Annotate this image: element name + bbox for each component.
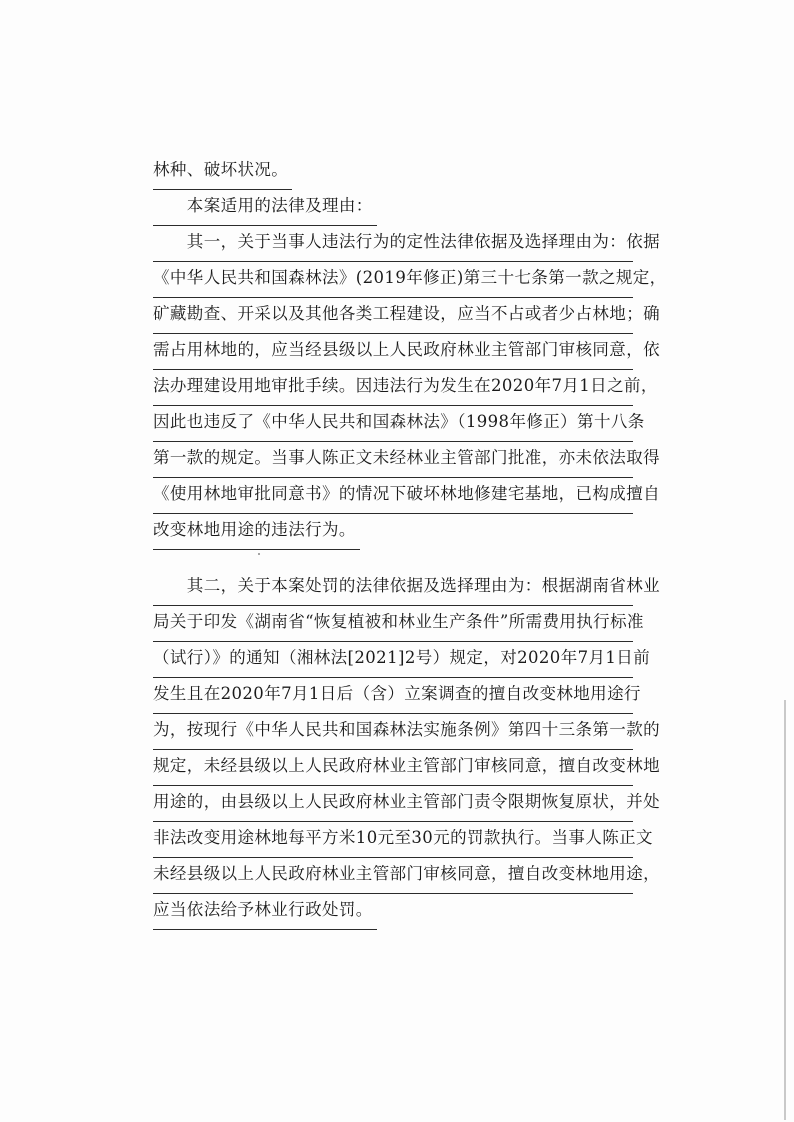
text-line: 其一，关于当事人违法行为的定性法律依据及选择理由为：依据 <box>153 230 633 262</box>
text-line: 法办理建设用地审批手续。因违法行为发生在2020年7月1日之前， <box>153 374 633 406</box>
text-line: 因此也违反了《中华人民共和国森林法》（1998年修正）第十八条 <box>153 410 633 442</box>
scan-edge-shadow <box>784 700 786 1120</box>
text-line: （试行）》的通知（湘林法[2021]2号）规定，对2020年7月1日前 <box>153 646 633 678</box>
text-line: 非法改变用途林地每平方米10元至30元的罚款执行。当事人陈正文 <box>153 826 633 858</box>
text-line: 第一款的规定。当事人陈正文未经林业主管部门批准，亦未依法取得 <box>153 446 633 478</box>
text-line: 应当依法给予林业行政处罚。 <box>153 898 377 930</box>
text-line: 需占用林地的，应当经县级以上人民政府林业主管部门审核同意，依 <box>153 338 633 370</box>
text-line: 用途的，由县级以上人民政府林业主管部门责令限期恢复原状，并处 <box>153 790 633 822</box>
scan-speck <box>258 553 260 555</box>
text-line: 《使用林地审批同意书》的情况下破坏林地修建宅基地，已构成擅自 <box>153 482 633 514</box>
text-line: 为，按现行《中华人民共和国森林法实施条例》第四十三条第一款的 <box>153 718 633 750</box>
text-line: 发生且在2020年7月1日后（含）立案调查的擅自改变林地用途行 <box>153 682 633 714</box>
text-line: 局关于印发《湖南省“恢复植被和林业生产条件”所需费用执行标准 <box>153 610 633 642</box>
text-line: 改变林地用途的违法行为。 <box>153 518 360 550</box>
text-line: 《中华人民共和国森林法》(2019年修正)第三十七条第一款之规定， <box>153 266 633 298</box>
text-line: 规定，未经县级以上人民政府林业主管部门审核同意，擅自改变林地 <box>153 754 633 786</box>
text-line: 未经县级以上人民政府林业主管部门审核同意，擅自改变林地用途， <box>153 862 633 894</box>
text-line: 矿藏勘查、开采以及其他各类工程建设，应当不占或者少占林地；确 <box>153 302 633 334</box>
text-line: 本案适用的法律及理由： <box>153 194 377 226</box>
text-line: 林种、破坏状况。 <box>153 158 292 190</box>
text-line: 其二，关于本案处罚的法律依据及选择理由为：根据湖南省林业 <box>153 574 633 606</box>
